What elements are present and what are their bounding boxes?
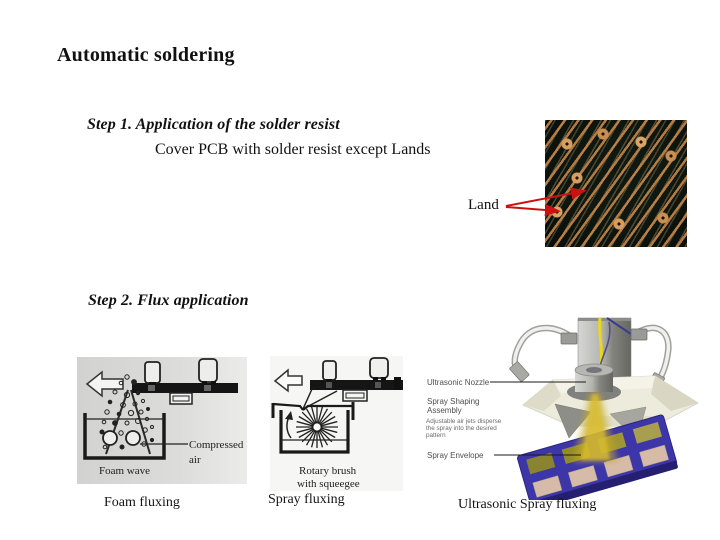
bar-mark: [204, 385, 211, 391]
step2-heading: Step 2. Flux application: [88, 292, 249, 309]
component-pin: [381, 377, 386, 381]
compressed-air-label-line1: Compressed: [189, 439, 244, 451]
assembly-description-line3: pattern: [426, 432, 446, 439]
ultrasonic-nozzle-label: Ultrasonic Nozzle: [427, 378, 490, 387]
foam-fluxing-diagram: [77, 357, 247, 484]
component-pin: [202, 381, 207, 385]
hose-fitting: [631, 329, 647, 340]
ultrasonic-spray-image: [403, 310, 715, 500]
component-pin: [326, 379, 332, 382]
bar-mark: [375, 382, 381, 388]
step1-detail-text: Cover PCB with solder resist except Lands: [155, 141, 431, 158]
assembly-description-line2: the spray into the desired: [426, 425, 497, 432]
assembly-description-line1: Adjustable air jets disperse: [426, 418, 502, 425]
rotary-brush-label-line2: with squeegee: [297, 478, 360, 490]
bar-mark: [148, 385, 155, 391]
air-bubble-large: [103, 431, 117, 445]
bar-mark: [326, 382, 332, 388]
component-body: [323, 361, 336, 380]
conveyor-bar: [132, 383, 238, 393]
land-pointer-arrows: [460, 182, 610, 224]
component-pin: [373, 377, 378, 381]
component-body: [145, 362, 160, 383]
conveyor-bar: [310, 380, 404, 390]
step1-heading: Step 1. Application of the solder resist: [87, 116, 340, 133]
spray-shaping-label-line1: Spray Shaping: [427, 397, 480, 406]
red-arrow-lower: [506, 207, 558, 211]
component-pin: [211, 381, 216, 385]
foam-wave-label: Foam wave: [99, 465, 151, 477]
compressed-air-label-line2: air: [189, 454, 201, 466]
spray-shaping-label-line2: Assembly: [427, 406, 462, 415]
hose-fitting: [561, 333, 577, 344]
spray-envelope-label: Spray Envelope: [427, 451, 484, 460]
red-arrow-upper: [506, 191, 584, 206]
cropped-edge-mark: [394, 377, 401, 390]
spray-fluxing-caption: Spray fluxing: [268, 492, 345, 507]
air-bubble-large: [126, 431, 140, 445]
spray-fluxing-diagram: [270, 356, 405, 491]
machine-column-top-edge: [578, 318, 631, 321]
rotary-brush-label-line1: Rotary brush: [299, 465, 357, 477]
component-body: [199, 359, 217, 382]
slide-title: Automatic soldering: [57, 44, 235, 66]
land-label: Land: [468, 197, 499, 213]
nozzle-inlet: [586, 367, 602, 373]
component-pin: [149, 382, 156, 385]
brush-hub: [313, 423, 322, 432]
under-bar-component: [343, 390, 367, 401]
ultrasonic-spray-fluxing-caption: Ultrasonic Spray fluxing: [458, 497, 597, 512]
component-body: [370, 358, 388, 378]
foam-fluxing-caption: Foam fluxing: [104, 495, 180, 510]
